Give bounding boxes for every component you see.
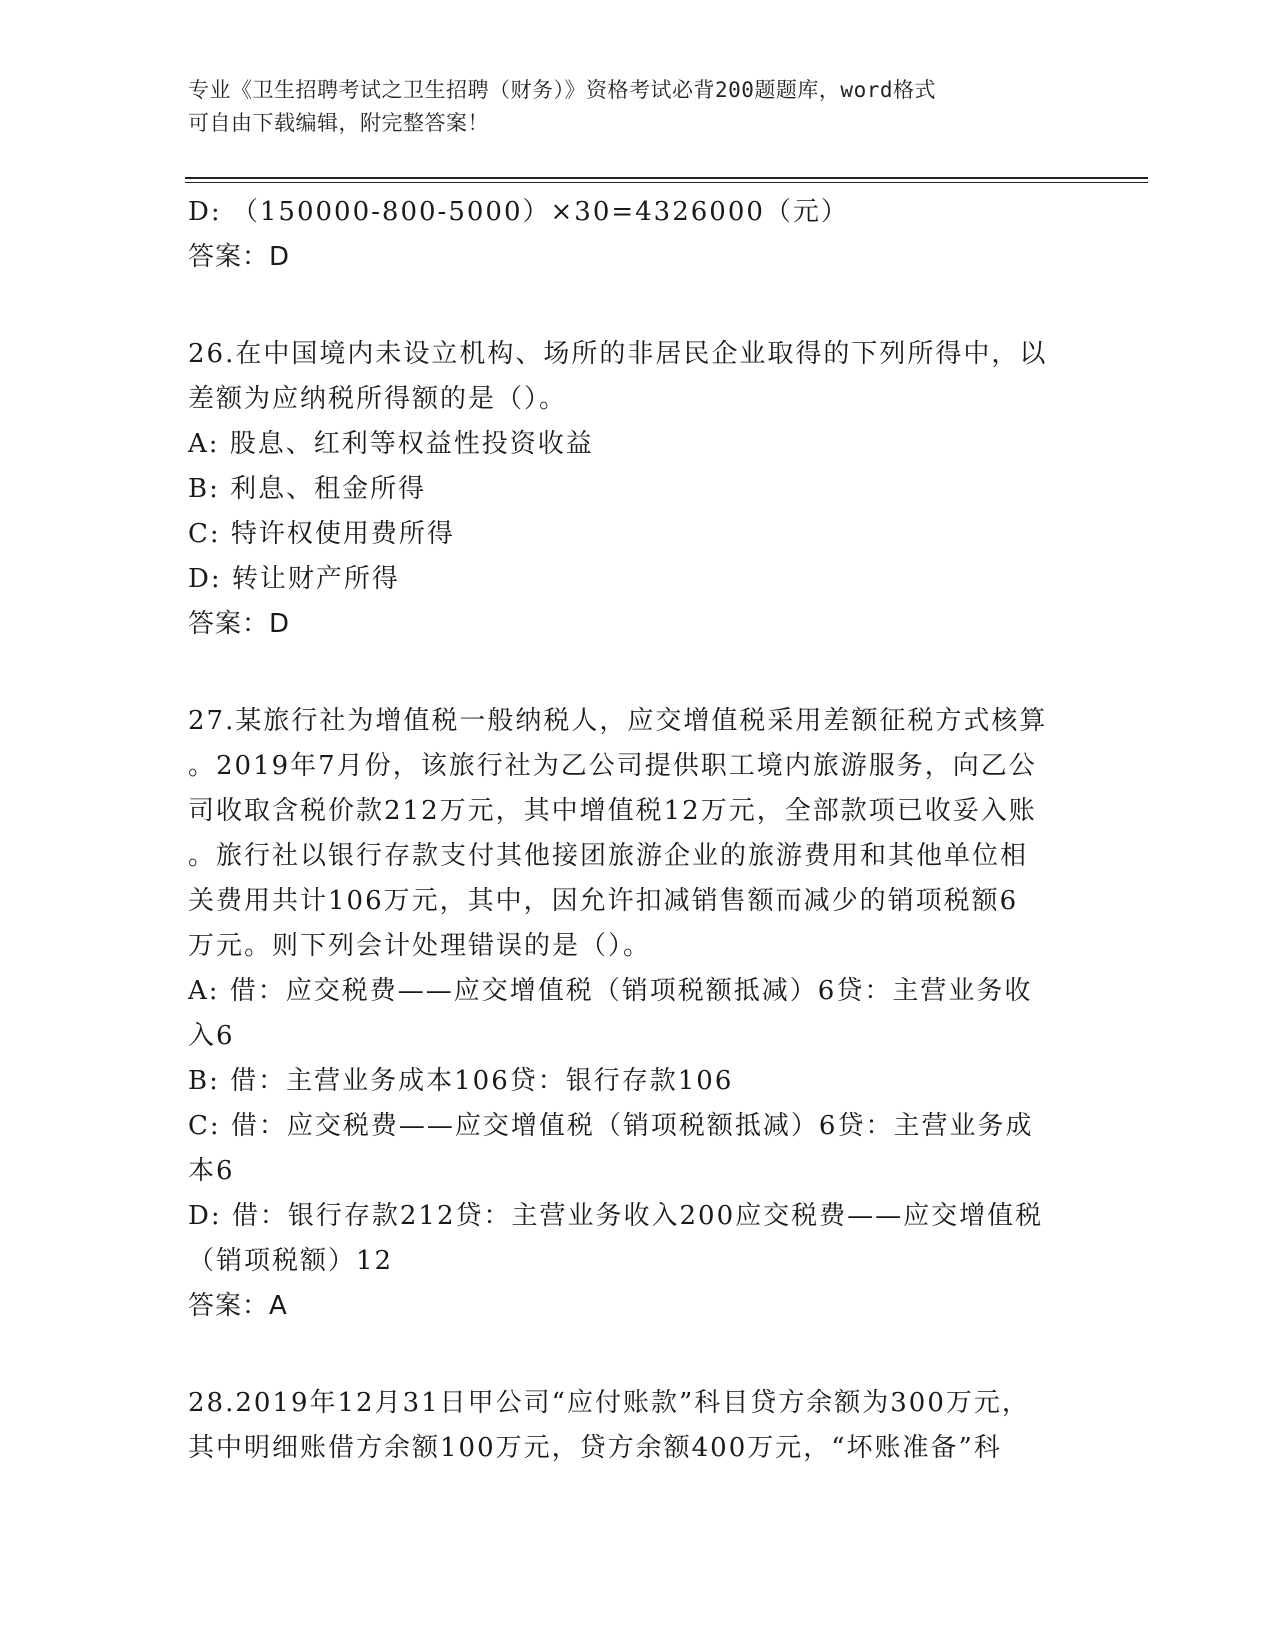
question-stem: 。旅行社以银行存款支付其他接团旅游企业的旅游费用和其他单位相 <box>188 841 1029 871</box>
document-body <box>188 190 1088 1471</box>
question-gap <box>188 1329 1088 1381</box>
option-c: 本6 <box>188 1156 235 1186</box>
option-d: D: 转让财产所得 <box>188 564 400 594</box>
question-27 <box>188 699 1088 1329</box>
option-b: B: 借：主营业务成本106贷：银行存款106 <box>188 1066 734 1096</box>
option-c: C: 特许权使用费所得 <box>188 519 455 549</box>
question-25-tail <box>188 190 1088 280</box>
option-a: A: 股息、红利等权益性投资收益 <box>188 429 594 459</box>
option-d: D: 借：银行存款212贷：主营业务收入200应交税费——应交增值税 <box>188 1201 1044 1231</box>
question-stem: 万元。则下列会计处理错误的是（）。 <box>188 931 652 961</box>
question-gap <box>188 280 1088 332</box>
option-d: （销项税额）12 <box>188 1246 394 1276</box>
page-header <box>188 74 1088 140</box>
question-stem: 27.某旅行社为增值税一般纳税人，应交增值税采用差额征税方式核算 <box>188 706 1048 736</box>
option-c: C: 借：应交税费——应交增值税（销项税额抵减）6贷：主营业务成 <box>188 1111 1034 1141</box>
question-gap <box>188 647 1088 699</box>
question-26 <box>188 332 1088 647</box>
option-a: 入6 <box>188 1021 235 1051</box>
option-d: D: （150000-800-5000）×30=4326000（元） <box>188 197 849 227</box>
question-stem: 其中明细账借方余额100万元，贷方余额400万元，“坏账准备”科 <box>188 1433 1002 1463</box>
header-title-line1: 专业《卫生招聘考试之卫生招聘（财务）》资格考试必背200题题库，word格式 <box>188 78 936 102</box>
option-a: A: 借：应交税费——应交增值税（销项税额抵减）6贷：主营业务收 <box>188 976 1033 1006</box>
header-divider-thick <box>185 177 1148 179</box>
question-stem: 关费用共计106万元，其中，因允许扣减销售额而减少的销项税额6 <box>188 886 1019 916</box>
question-stem: 。2019年7月份，该旅行社为乙公司提供职工境内旅游服务，向乙公 <box>188 751 1037 781</box>
question-stem: 差额为应纳税所得额的是（）。 <box>188 384 568 414</box>
option-b: B: 利息、租金所得 <box>188 474 427 504</box>
question-stem: 司收取含税价款212万元，其中增值税12万元，全部款项已收妥入账 <box>188 796 1037 826</box>
question-stem: 28.2019年12月31日甲公司“应付账款”科目贷方余额为300万元， <box>188 1388 1030 1418</box>
answer: 答案：D <box>188 609 291 639</box>
answer: 答案：D <box>188 242 291 272</box>
header-divider-thin <box>185 182 1148 183</box>
question-28 <box>188 1381 1088 1471</box>
header-title-line2: 可自由下载编辑，附完整答案！ <box>188 111 489 135</box>
answer: 答案：A <box>188 1291 288 1321</box>
question-stem: 26.在中国境内未设立机构、场所的非居民企业取得的下列所得中，以 <box>188 339 1048 369</box>
